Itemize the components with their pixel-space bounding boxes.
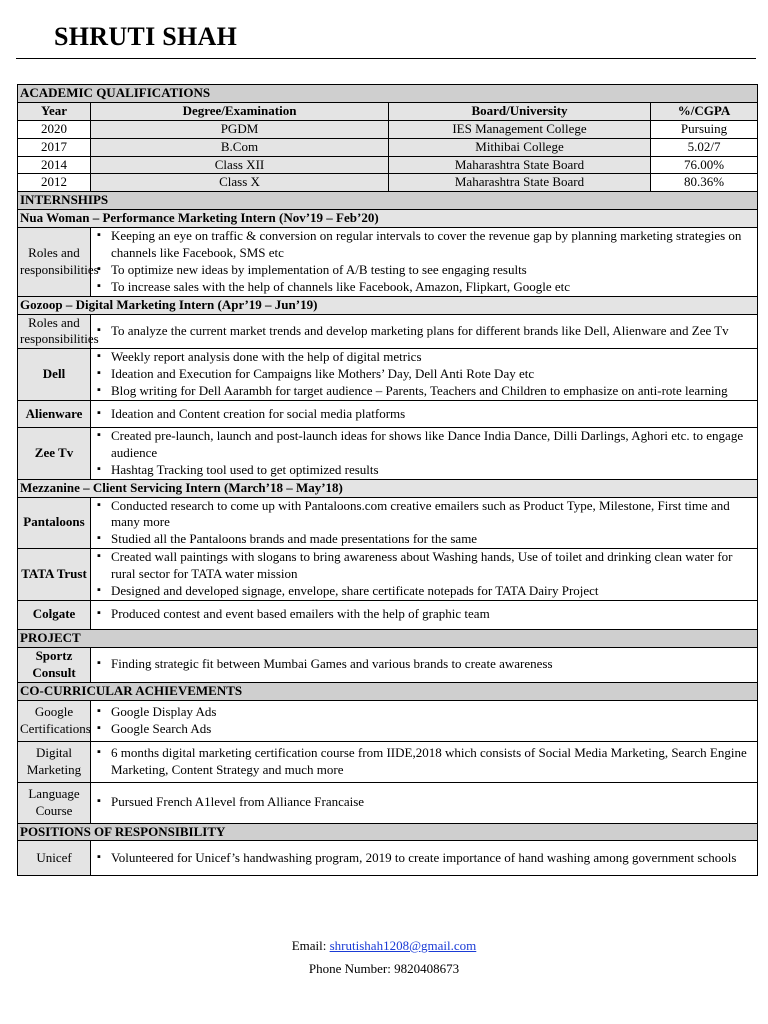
nua-roles-bullets	[91, 228, 758, 297]
board-cell: Maharashtra State Board	[389, 156, 651, 174]
score-cell: Pursuing	[651, 120, 758, 138]
row-label-dell: Dell	[18, 349, 91, 401]
board-cell: Maharashtra State Board	[389, 174, 651, 192]
bullet-item: ▪ 6 months digital marketing certification course from IIDE,2018 which consists of Social Media Marketing, Search Engine Marketing, Content Strategy and much more	[93, 745, 755, 779]
year-cell: 2014	[18, 156, 91, 174]
table-row	[18, 156, 758, 174]
bullet-item: ▪ Pursued French A1level from Alliance Francaise	[93, 794, 755, 811]
bullet-item: ▪ Designed and developed signage, envelope, share certificate notepads for TATA Dairy Project	[93, 583, 755, 600]
bullet-item: ▪ Created wall paintings with slogans to bring awareness about Washing hands, Use of toilet and drinking clean water for rural sector for TATA water mission	[93, 549, 755, 583]
col-header-year: Year	[18, 102, 91, 120]
board-cell: IES Management College	[389, 120, 651, 138]
bullet-item: ▪ Volunteered for Unicef’s handwashing program, 2019 to create importance of hand washing among government schools	[93, 850, 755, 867]
label-text: Roles and responsibilities	[20, 245, 99, 277]
table-row	[18, 138, 758, 156]
language-bullets	[91, 782, 758, 823]
score-cell: 80.36%	[651, 174, 758, 192]
zee-tv-bullets	[91, 428, 758, 480]
section-project: PROJECT	[18, 629, 758, 647]
phone-number: Phone Number: 9820408673	[308, 961, 460, 976]
year-cell: 2020	[18, 120, 91, 138]
row-label-roles	[18, 228, 99, 297]
score-cell: 76.00%	[651, 156, 758, 174]
bullet-item: ▪ Keeping an eye on traffic & conversion on regular intervals to cover the revenue gap by planning marketing strategies on channels like Facebook, SMS etc	[93, 228, 755, 262]
degree-cell: B.Com	[91, 138, 389, 156]
candidate-name: SHRUTI SHAH	[54, 22, 238, 51]
email-link[interactable]: shrutishah1208@gmail.com	[329, 938, 477, 953]
section-co-curricular: CO-CURRICULAR ACHIEVEMENTS	[18, 682, 758, 700]
row-label-tata-trust: TATA Trust	[18, 549, 91, 601]
degree-cell: PGDM	[91, 120, 389, 138]
bullet-item: ▪ Produced contest and event based emailers with the help of graphic team	[93, 606, 755, 623]
row-label-colgate: Colgate	[18, 600, 91, 629]
internship-title-nua-woman: Nua Woman – Performance Marketing Intern (Nov’19 – Feb’20)	[18, 210, 758, 228]
bullet-item: ▪ Created pre-launch, launch and post-launch ideas for shows like Dance India Dance, Dilli Darlings, Aghori etc. to engage audience	[93, 428, 755, 462]
bullet-item: ▪ Blog writing for Dell Aarambh for target audience – Parents, Teachers and Children to emphasize on anti-rote learning	[93, 383, 755, 400]
row-label-language-course: Language Course	[18, 782, 91, 823]
bullet-item: ▪ Google Display Ads	[93, 704, 755, 721]
row-label-pantaloons: Pantaloons	[18, 497, 91, 549]
unicef-bullets	[91, 841, 758, 876]
header-divider	[16, 58, 756, 59]
board-cell: Mithibai College	[389, 138, 651, 156]
row-label-sportz-consult: Sportz Consult	[18, 647, 91, 682]
table-row	[18, 174, 758, 192]
bullet-item: ▪ Ideation and Execution for Campaigns like Mothers’ Day, Dell Anti Rote Day etc	[93, 366, 755, 383]
col-header-board: Board/University	[389, 102, 651, 120]
bullet-item: ▪ Studied all the Pantaloons brands and made presentations for the same	[93, 531, 755, 548]
colgate-bullets	[91, 600, 758, 629]
bullet-item: ▪ To analyze the current market trends and develop marketing plans for different brands like Dell, Alienware and Zee Tv	[93, 323, 755, 340]
tata-trust-bullets	[91, 549, 758, 601]
pantaloons-bullets	[91, 497, 758, 549]
dell-bullets	[91, 349, 758, 401]
table-row	[18, 120, 758, 138]
section-positions-of-responsibility: POSITIONS OF RESPONSIBILITY	[18, 823, 758, 841]
section-academic-qualifications: ACADEMIC QUALIFICATIONS	[18, 85, 758, 103]
digital-marketing-bullets	[91, 741, 758, 782]
col-header-degree: Degree/Examination	[91, 102, 389, 120]
bullet-item: ▪ Weekly report analysis done with the help of digital metrics	[93, 349, 755, 366]
bullet-item: ▪ Google Search Ads	[93, 721, 755, 738]
bullet-item: ▪ To increase sales with the help of channels like Facebook, Amazon, Flipkart, Google etc	[93, 279, 755, 296]
qualifications-header-row	[18, 102, 758, 120]
email-line	[0, 938, 768, 954]
degree-cell: Class XII	[91, 156, 389, 174]
gozoop-roles-bullets	[91, 314, 758, 349]
internship-title-gozoop: Gozoop – Digital Marketing Intern (Apr’19 – Jun’19)	[18, 296, 758, 314]
internship-title-mezzanine: Mezzanine – Client Servicing Intern (March’18 – May’18)	[18, 479, 758, 497]
row-label-zee-tv: Zee Tv	[18, 428, 91, 480]
row-label-digital-marketing: Digital Marketing	[18, 741, 91, 782]
bullet-item: ▪ Conducted research to come up with Pantaloons.com creative emailers such as Product Type, Milestone, First time and many more	[93, 498, 755, 532]
year-cell: 2012	[18, 174, 91, 192]
bullet-item: ▪ Ideation and Content creation for social media platforms	[93, 406, 755, 423]
year-cell: 2017	[18, 138, 91, 156]
project-bullets	[91, 647, 758, 682]
alienware-bullets	[91, 401, 758, 428]
row-label-roles: Roles and responsibilities	[18, 314, 91, 349]
bullet-item: ▪ Finding strategic fit between Mumbai Games and various brands to create awareness	[93, 656, 755, 673]
degree-cell: Class X	[91, 174, 389, 192]
section-internships: INTERNSHIPS	[18, 192, 758, 210]
col-header-score: %/CGPA	[651, 102, 758, 120]
email-label: Email:	[291, 938, 330, 953]
score-cell: 5.02/7	[651, 138, 758, 156]
row-label-alienware: Alienware	[18, 401, 91, 428]
resume-table	[17, 84, 758, 876]
row-label-google-certifications: Google Certifications	[18, 700, 91, 741]
row-label-unicef: Unicef	[18, 841, 91, 876]
bullet-item: ▪ To optimize new ideas by implementation of A/B testing to see engaging results	[93, 262, 755, 279]
bullet-item: ▪ Hashtag Tracking tool used to get optimized results	[93, 462, 755, 479]
google-bullets	[91, 700, 758, 741]
